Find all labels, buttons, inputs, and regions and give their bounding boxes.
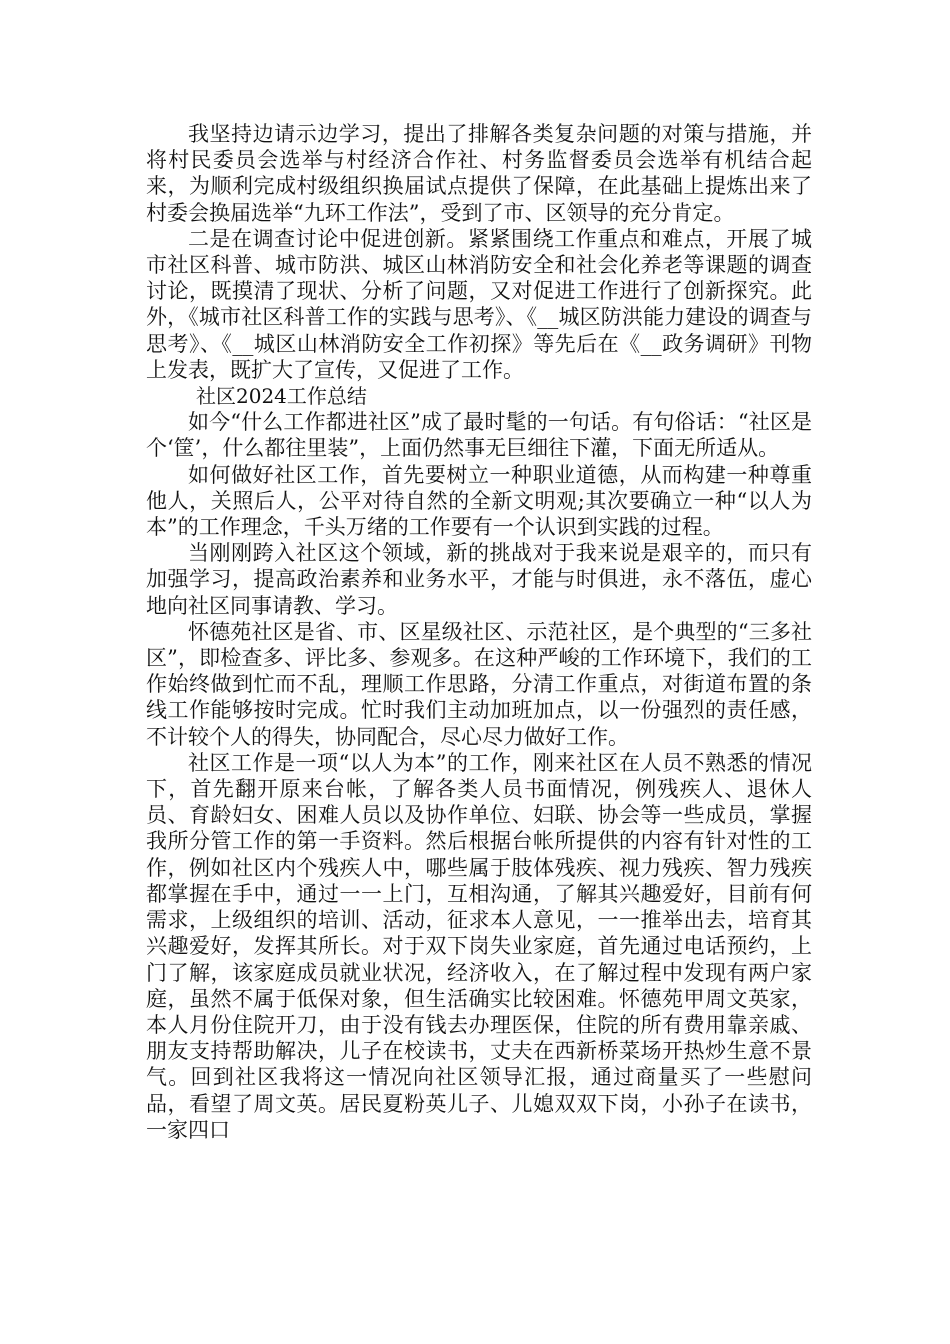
paragraph: 如何做好社区工作，首先要树立一种职业道德，从而构建一种尊重他人，关照后人，公平对待自然的全新文明观;其次要确立一种“以人为本”的工作理念，千头万绪的工作要有一个认识到实践的过程。 <box>146 462 812 540</box>
paragraph: 如今“什么工作都进社区”成了最时髦的一句话。有句俗话：“社区是个‘筐’，什么都往里装”，上面仍然事无巨细往下灌，下面无所适从。 <box>146 410 812 461</box>
paragraph: 我坚持边请示边学习，提出了排解各类复杂问题的对策与措施，并将村民委员会选举与村经济合作社、村务监督委员会选举有机结合起来，为顺利完成村级组织换届试点提供了保障，在此基础上提炼出来了村委会换届选举“九环工作法”，受到了市、区领导的充分肯定。 <box>146 122 812 225</box>
section-heading: 社区2024工作总结 <box>196 384 367 409</box>
document-body <box>146 121 812 1143</box>
paragraph: 二是在调查讨论中促进创新。紧紧围绕工作重点和难点，开展了城市社区科普、城市防洪、城区山林消防安全和社会化养老等课题的调查讨论，既摸清了现状、分析了问题，又对促进工作进行了创新探究。此外，《城市社区科普工作的实践与思考》、《__城区防洪能力建设的调查与思考》、《__城区山林消防安全工作初探》等先后在《__政务调研》刊物上发表，既扩大了宣传，又促进了工作。 <box>146 226 812 382</box>
paragraph: 社区工作是一项“以人为本”的工作，刚来社区在人员不熟悉的情况下，首先翻开原来台帐，了解各类人员书面情况，例残疾人、退休人员、育龄妇女、困难人员以及协作单位、妇联、协会等一些成员，掌握我所分管工作的第一手资料。然后根据台帐所提供的内容有针对性的工作，例如社区内个残疾人中，哪些属于肢体残疾、视力残疾、智力残疾都掌握在手中，通过一一上门，互相沟通，了解其兴趣爱好，目前有何需求，上级组织的培训、活动，征求本人意见，一一推举出去，培育其兴趣爱好，发挥其所长。对于双下岗失业家庭，首先通过电话预约，上门了解，该家庭成员就业状况，经济收入，在了解过程中发现有两户家庭，虽然不属于低保对象，但生活确实比较困难。怀德苑甲周文英家，本人月份住院开刀，由于没有钱去办理医保，住院的所有费用靠亲戚、朋友支持帮助解决，儿子在校读书，丈夫在西新桥菜场开热炒生意不景气。回到社区我将这一情况向社区领导汇报，通过商量买了一些慰问品，看望了周文英。居民夏粉英儿子、儿媳双双下岗，小孙子在读书，一家四口 <box>146 750 812 1142</box>
paragraph: 怀德苑社区是省、市、区星级社区、示范社区，是个典型的“三多社区”，即检查多、评比多、参观多。在这种严峻的工作环境下，我们的工作始终做到忙而不乱，理顺工作思路，分清工作重点，对街道布置的条线工作能够按时完成。忙时我们主动加班加点，以一份强烈的责任感，不计较个人的得失，协同配合，尽心尽力做好工作。 <box>146 619 812 749</box>
paragraph: 当刚刚跨入社区这个领域，新的挑战对于我来说是艰辛的，而只有加强学习，提高政治素养和业务水平，才能与时俱进，永不落伍，虚心地向社区同事请教、学习。 <box>146 541 812 618</box>
